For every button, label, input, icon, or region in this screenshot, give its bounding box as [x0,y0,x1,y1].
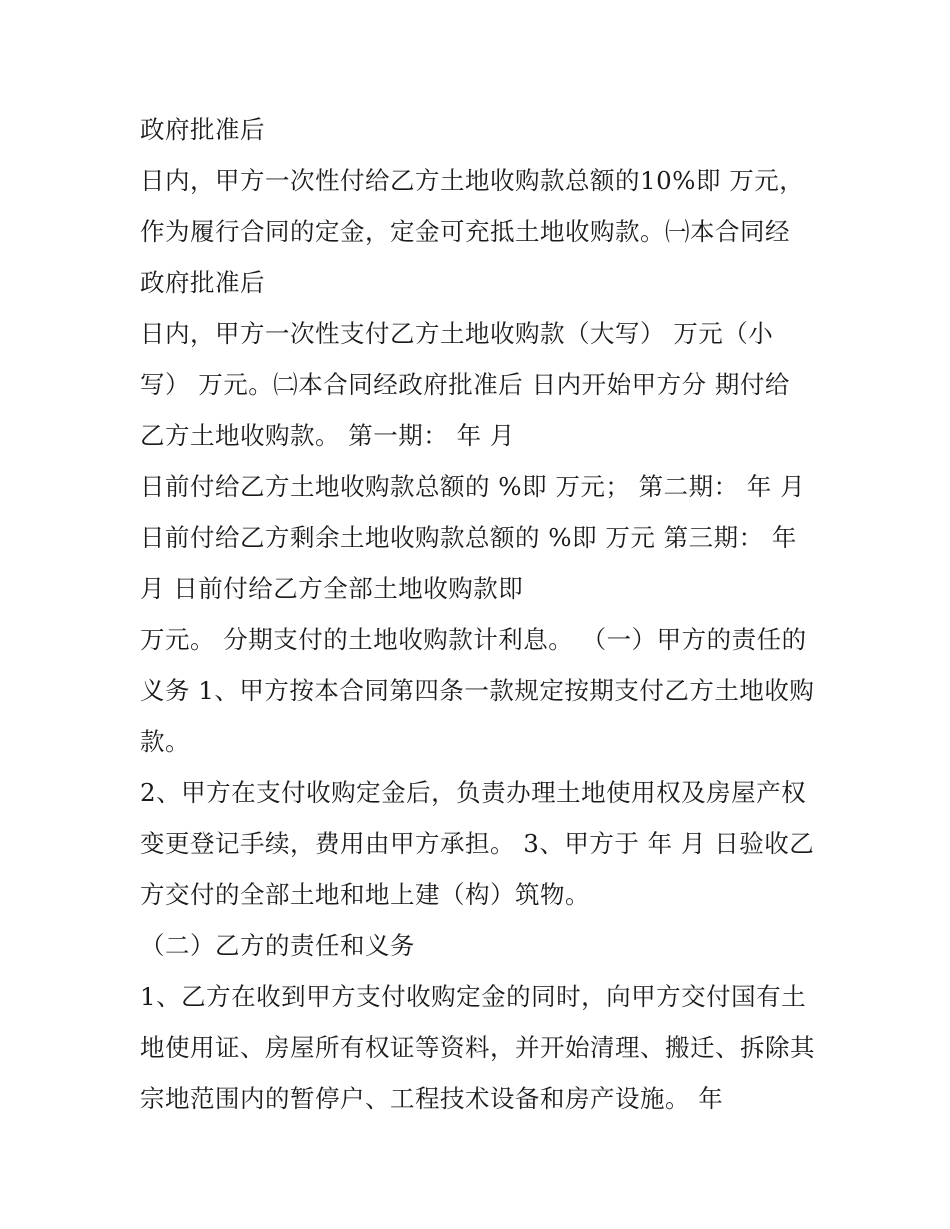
text-line: 写） 万元。㈡本合同经政府批准后 日内开始甲方分 期付给 [140,370,790,399]
text-line: 1、乙方在收到甲方支付收购定金的同时，向甲方交付国有土 [140,982,807,1011]
text-line: 日前付给乙方剩余土地收购款总额的 %即 万元 第三期： 年 [140,523,797,552]
text-line: 义务 1、甲方按本合同第四条一款规定按期支付乙方土地收购 [140,676,815,705]
text-line: 日内，甲方一次性付给乙方土地收购款总额的10%即 万元， [140,166,805,195]
text-line: 地使用证、房屋所有权证等资料，并开始清理、搬迁、拆除其 [140,1033,815,1062]
text-line: （二）乙方的责任和义务 [140,931,415,960]
text-line: 日前付给乙方土地收购款总额的 %即 万元； 第二期： 年 月 [140,472,806,501]
text-line: 方交付的全部土地和地上建（构）筑物。 [140,880,590,909]
text-line: 作为履行合同的定金，定金可充抵土地收购款。㈠本合同经 [140,217,790,246]
document-body [140,108,820,1128]
text-line: 政府批准后 [140,268,265,297]
text-line: 变更登记手续，费用由甲方承担。 3、甲方于 年 月 日验收乙 [140,829,815,858]
text-line: 乙方土地收购款。 第一期： 年 月 [140,421,515,450]
text-line: 日内，甲方一次性支付乙方土地收购款（大写） 万元（小 [140,319,774,348]
text-line: 月 日前付给乙方全部土地收购款即 [140,574,524,603]
text-line: 政府批准后 [140,115,265,144]
text-line: 款。 [140,727,190,756]
text-line: 2、甲方在支付收购定金后，负责办理土地使用权及房屋产权 [140,778,807,807]
text-line: 宗地范围内的暂停户、工程技术设备和房产设施。 年 [140,1084,724,1113]
text-line: 万元。 分期支付的土地收购款计利息。 （一）甲方的责任的 [140,625,807,654]
